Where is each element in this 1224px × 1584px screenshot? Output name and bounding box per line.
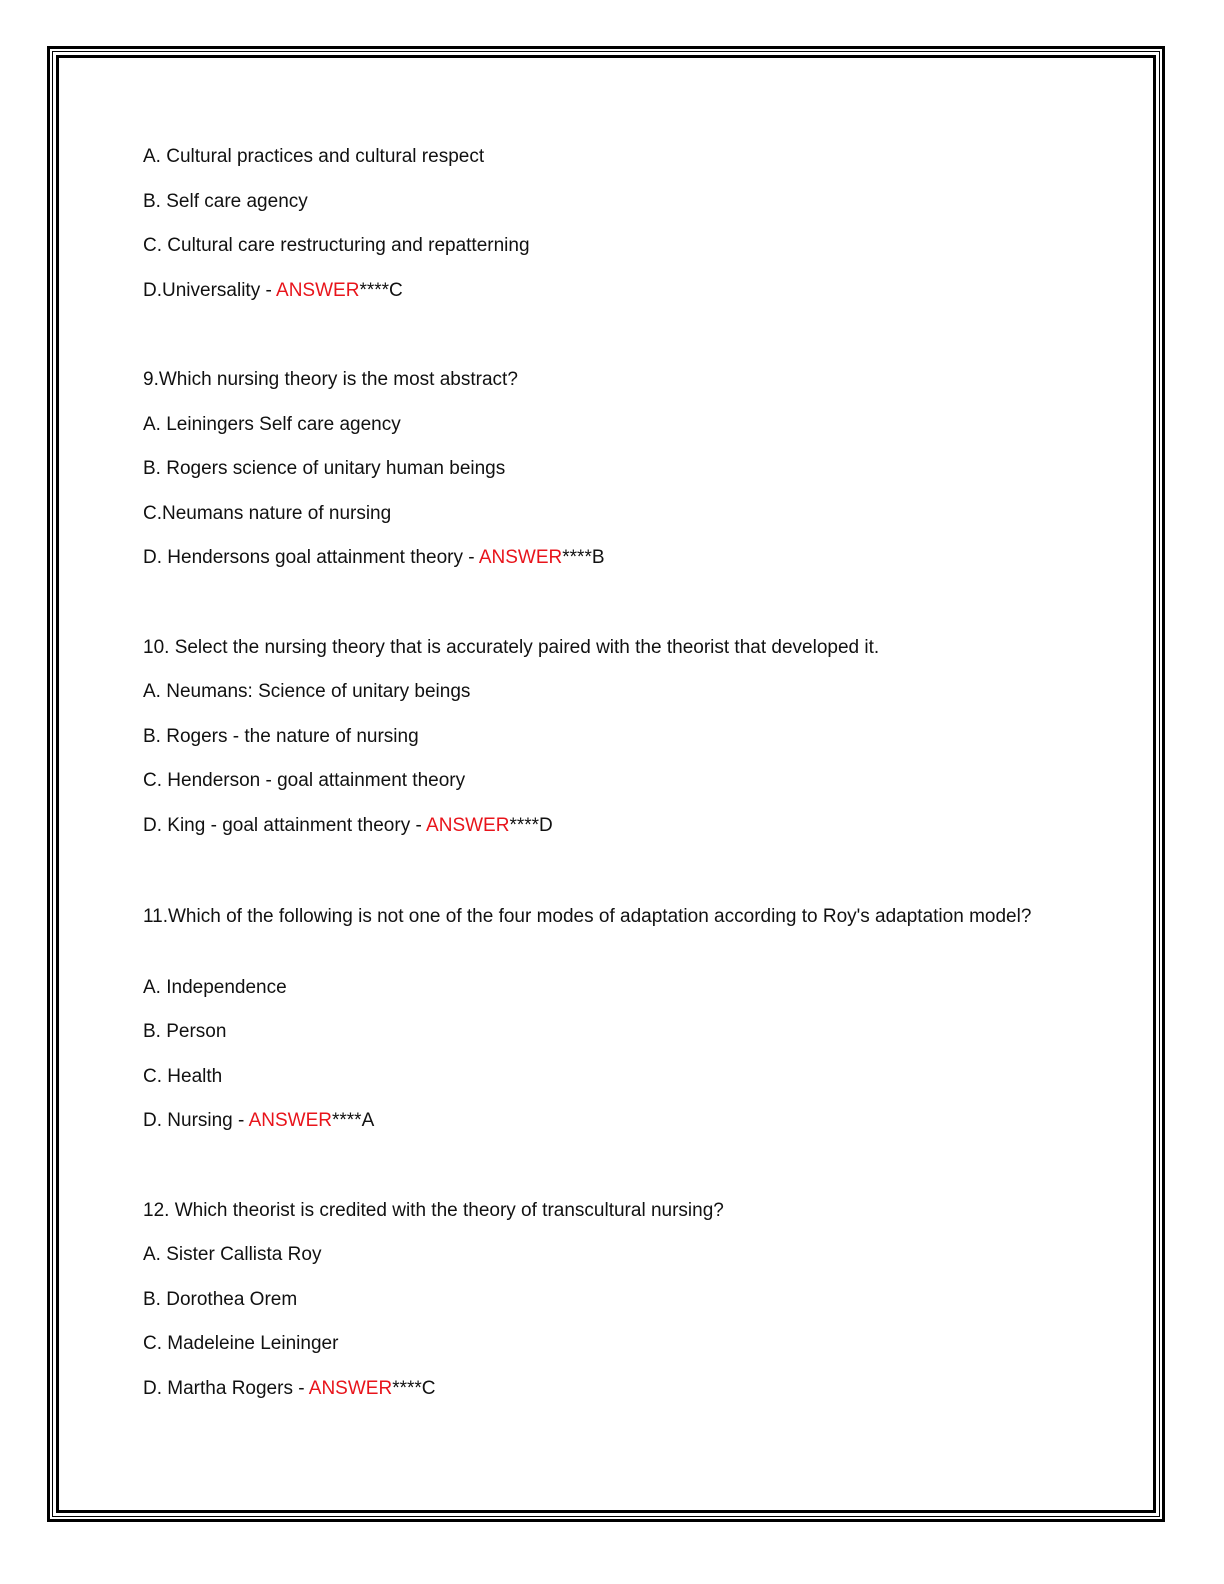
answer-label: ANSWER (478, 547, 563, 568)
option-d-q9: D. Hendersons goal attainment theory - ANSWER****B (143, 547, 605, 568)
option-a-q8: A. Cultural practices and cultural respect (143, 146, 485, 167)
answer-value: ****A (332, 1110, 375, 1131)
option-c-q8: C. Cultural care restructuring and repatterning (143, 235, 530, 256)
option-d-q12: D. Martha Rogers - ANSWER****C (143, 1378, 436, 1399)
option-b-q10: B. Rogers - the nature of nursing (143, 726, 419, 747)
answer-label: ANSWER (308, 1378, 393, 1399)
question-11: 11.Which of the following is not one of the four modes of adaptation according to Roy's adaptation model? (143, 906, 1032, 927)
option-c-q10: C. Henderson - goal attainment theory (143, 770, 466, 791)
answer-value: ****B (562, 547, 605, 568)
option-a-q11: A. Independence (143, 977, 287, 998)
answer-value: ****C (392, 1378, 436, 1399)
question-10: 10. Select the nursing theory that is accurately paired with the theorist that developed it. (143, 637, 880, 658)
option-a-q9: A. Leiningers Self care agency (143, 414, 401, 435)
option-d-q11: D. Nursing - ANSWER****A (143, 1110, 375, 1131)
option-d-q10: D. King - goal attainment theory - ANSWER****D (143, 815, 553, 836)
answer-label: ANSWER (276, 280, 360, 301)
option-b-q11: B. Person (143, 1021, 227, 1042)
answer-value: ****C (359, 280, 403, 301)
option-b-q9: B. Rogers science of unitary human beings (143, 458, 506, 479)
answer-value: ****D (509, 815, 553, 836)
option-c-q11: C. Health (143, 1066, 223, 1087)
option-a-q12: A. Sister Callista Roy (143, 1244, 322, 1265)
option-a-q10: A. Neumans: Science of unitary beings (143, 681, 471, 702)
question-12: 12. Which theorist is credited with the theory of transcultural nursing? (143, 1200, 724, 1221)
option-b-q8: B. Self care agency (143, 191, 308, 212)
question-9: 9.Which nursing theory is the most abstract? (143, 369, 518, 390)
option-c-q9: C.Neumans nature of nursing (143, 503, 392, 524)
answer-label: ANSWER (426, 815, 510, 836)
option-b-q12: B. Dorothea Orem (143, 1289, 298, 1310)
option-c-q12: C. Madeleine Leininger (143, 1333, 339, 1354)
option-d-q8: D.Universality - ANSWER****C (143, 280, 403, 301)
answer-label: ANSWER (248, 1110, 332, 1131)
